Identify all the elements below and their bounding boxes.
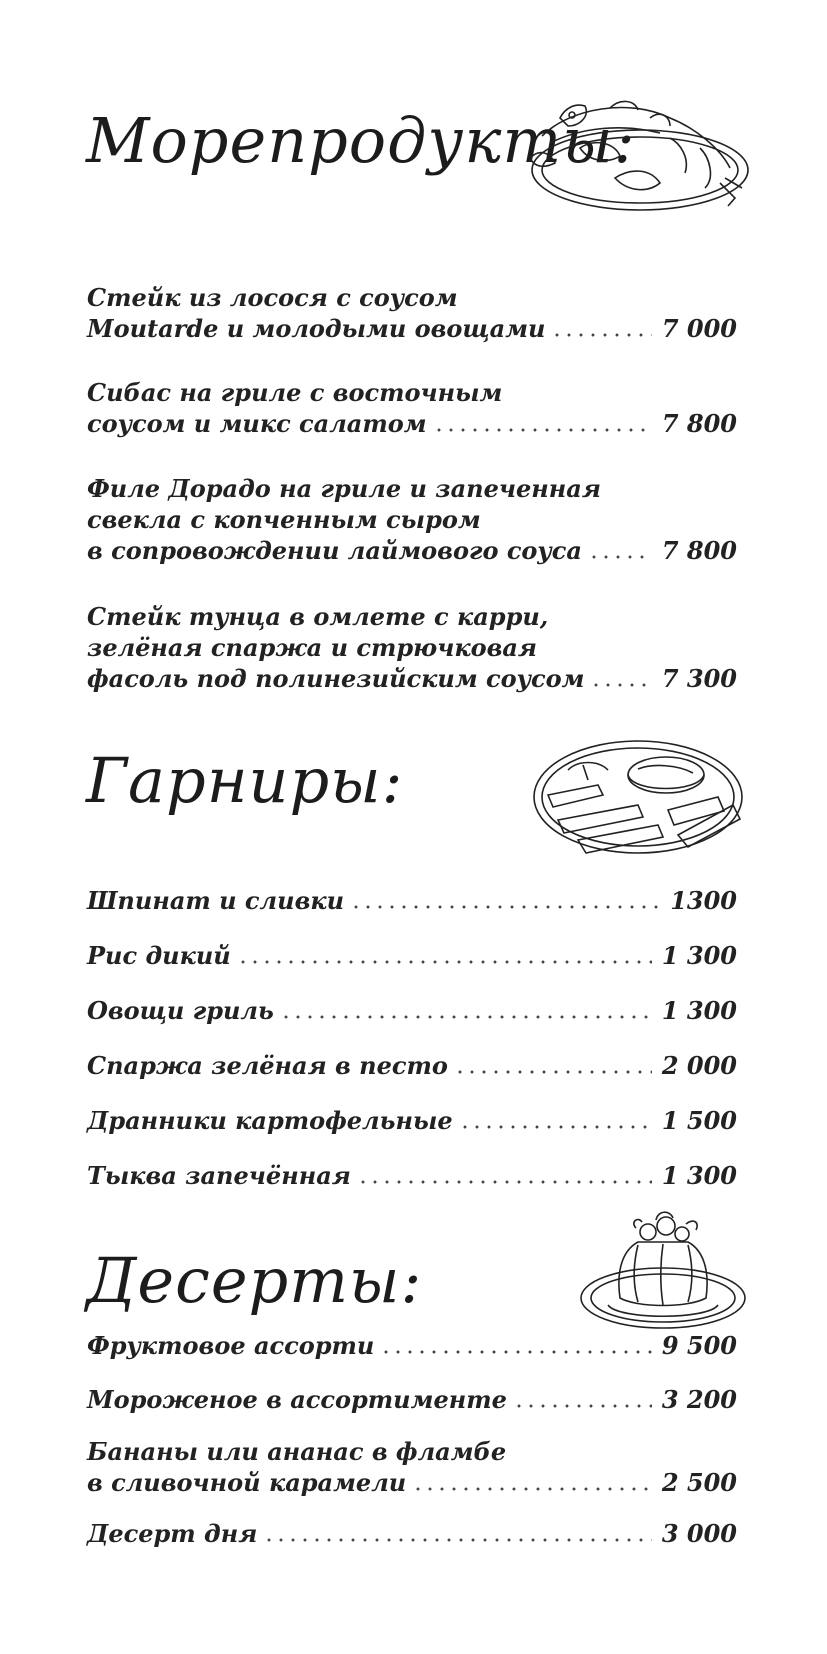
item-name-line: Овощи гриль (87, 996, 274, 1025)
item-price: 7 800 (661, 409, 737, 438)
item-name-line: Тыква запечённая (87, 1161, 351, 1190)
item-name-line: Шпинат и сливки (87, 886, 345, 915)
menu-item (87, 473, 737, 566)
menu-item (87, 1105, 737, 1136)
item-price: 2 500 (661, 1468, 737, 1497)
item-name-line: Десерт дня (87, 1519, 258, 1548)
item-name-line: Мороженое в ассортименте (87, 1385, 507, 1414)
item-price: 2 000 (661, 1051, 737, 1080)
menu-item (87, 1330, 737, 1361)
item-price: 3 000 (661, 1519, 737, 1548)
item-price: 1 300 (661, 941, 737, 970)
menu-item (87, 995, 737, 1026)
dot-leader (237, 960, 652, 964)
dot-leader (357, 1180, 652, 1184)
dot-leader (588, 555, 652, 559)
item-name-line: зелёная спаржа и стрючковая (87, 633, 538, 662)
item-price: 1 300 (661, 1161, 737, 1190)
fish-on-plate-icon (520, 88, 750, 228)
dot-leader (263, 1538, 652, 1542)
dot-leader (280, 1015, 652, 1019)
menu-item (87, 1384, 737, 1415)
menu-item (87, 885, 737, 916)
menu-item (87, 940, 737, 971)
dot-leader (459, 1125, 652, 1129)
dot-leader (433, 428, 652, 432)
item-price: 1 300 (661, 996, 737, 1025)
item-name-line: в сливочной карамели (87, 1468, 407, 1497)
item-price: 9 500 (661, 1331, 737, 1360)
item-price: 1 500 (661, 1106, 737, 1135)
item-name-line: Спаржа зелёная в песто (87, 1051, 448, 1080)
item-price: 7 000 (661, 314, 737, 343)
item-name-line: свекла с копченным сыром (87, 505, 481, 534)
menu-item (87, 282, 737, 344)
item-name-line: Стейк из лосося с соусом (87, 283, 458, 312)
menu-item (87, 1050, 737, 1081)
item-name-line: Рис дикий (87, 941, 231, 970)
menu-item (87, 1436, 737, 1498)
item-name-line: Бананы или ананас в фламбе (87, 1437, 507, 1466)
side-dish-plate-icon (528, 735, 750, 865)
item-name-line: фасоль под полинезийским соусом (87, 664, 585, 693)
item-name-line: Moutarde и молодыми овощами (87, 314, 546, 343)
item-name-line: Филе Дорадо на гриле и запеченная (87, 474, 601, 503)
menu-item (87, 601, 737, 694)
dot-leader (590, 683, 651, 687)
dot-leader (412, 1487, 652, 1491)
item-price: 7 300 (661, 664, 737, 693)
item-name-line: соусом и микс салатом (87, 409, 427, 438)
dot-leader (350, 905, 660, 909)
item-name-line: Фруктовое ассорти (87, 1331, 375, 1360)
item-name-line: Сибас на гриле с восточным (87, 378, 503, 407)
dot-leader (551, 333, 651, 337)
dot-leader (454, 1070, 652, 1074)
item-name-line: в сопровождении лаймового соуса (87, 536, 582, 565)
menu-item (87, 1160, 737, 1191)
item-name-line: Стейк тунца в омлете с карри, (87, 602, 549, 631)
menu-item (87, 1518, 737, 1549)
section-title-seafood: Морепродукты: (86, 104, 636, 177)
item-price: 7 800 (661, 536, 737, 565)
item-name-line: Дранники картофельные (87, 1106, 453, 1135)
pudding-dessert-icon (578, 1210, 748, 1335)
item-price: 3 200 (661, 1385, 737, 1414)
section-title-sides: Гарниры: (86, 744, 404, 817)
dot-leader (513, 1404, 652, 1408)
item-price: 1300 (670, 886, 737, 915)
section-title-desserts: Десерты: (86, 1244, 423, 1317)
menu-item (87, 377, 737, 439)
dot-leader (380, 1350, 651, 1354)
